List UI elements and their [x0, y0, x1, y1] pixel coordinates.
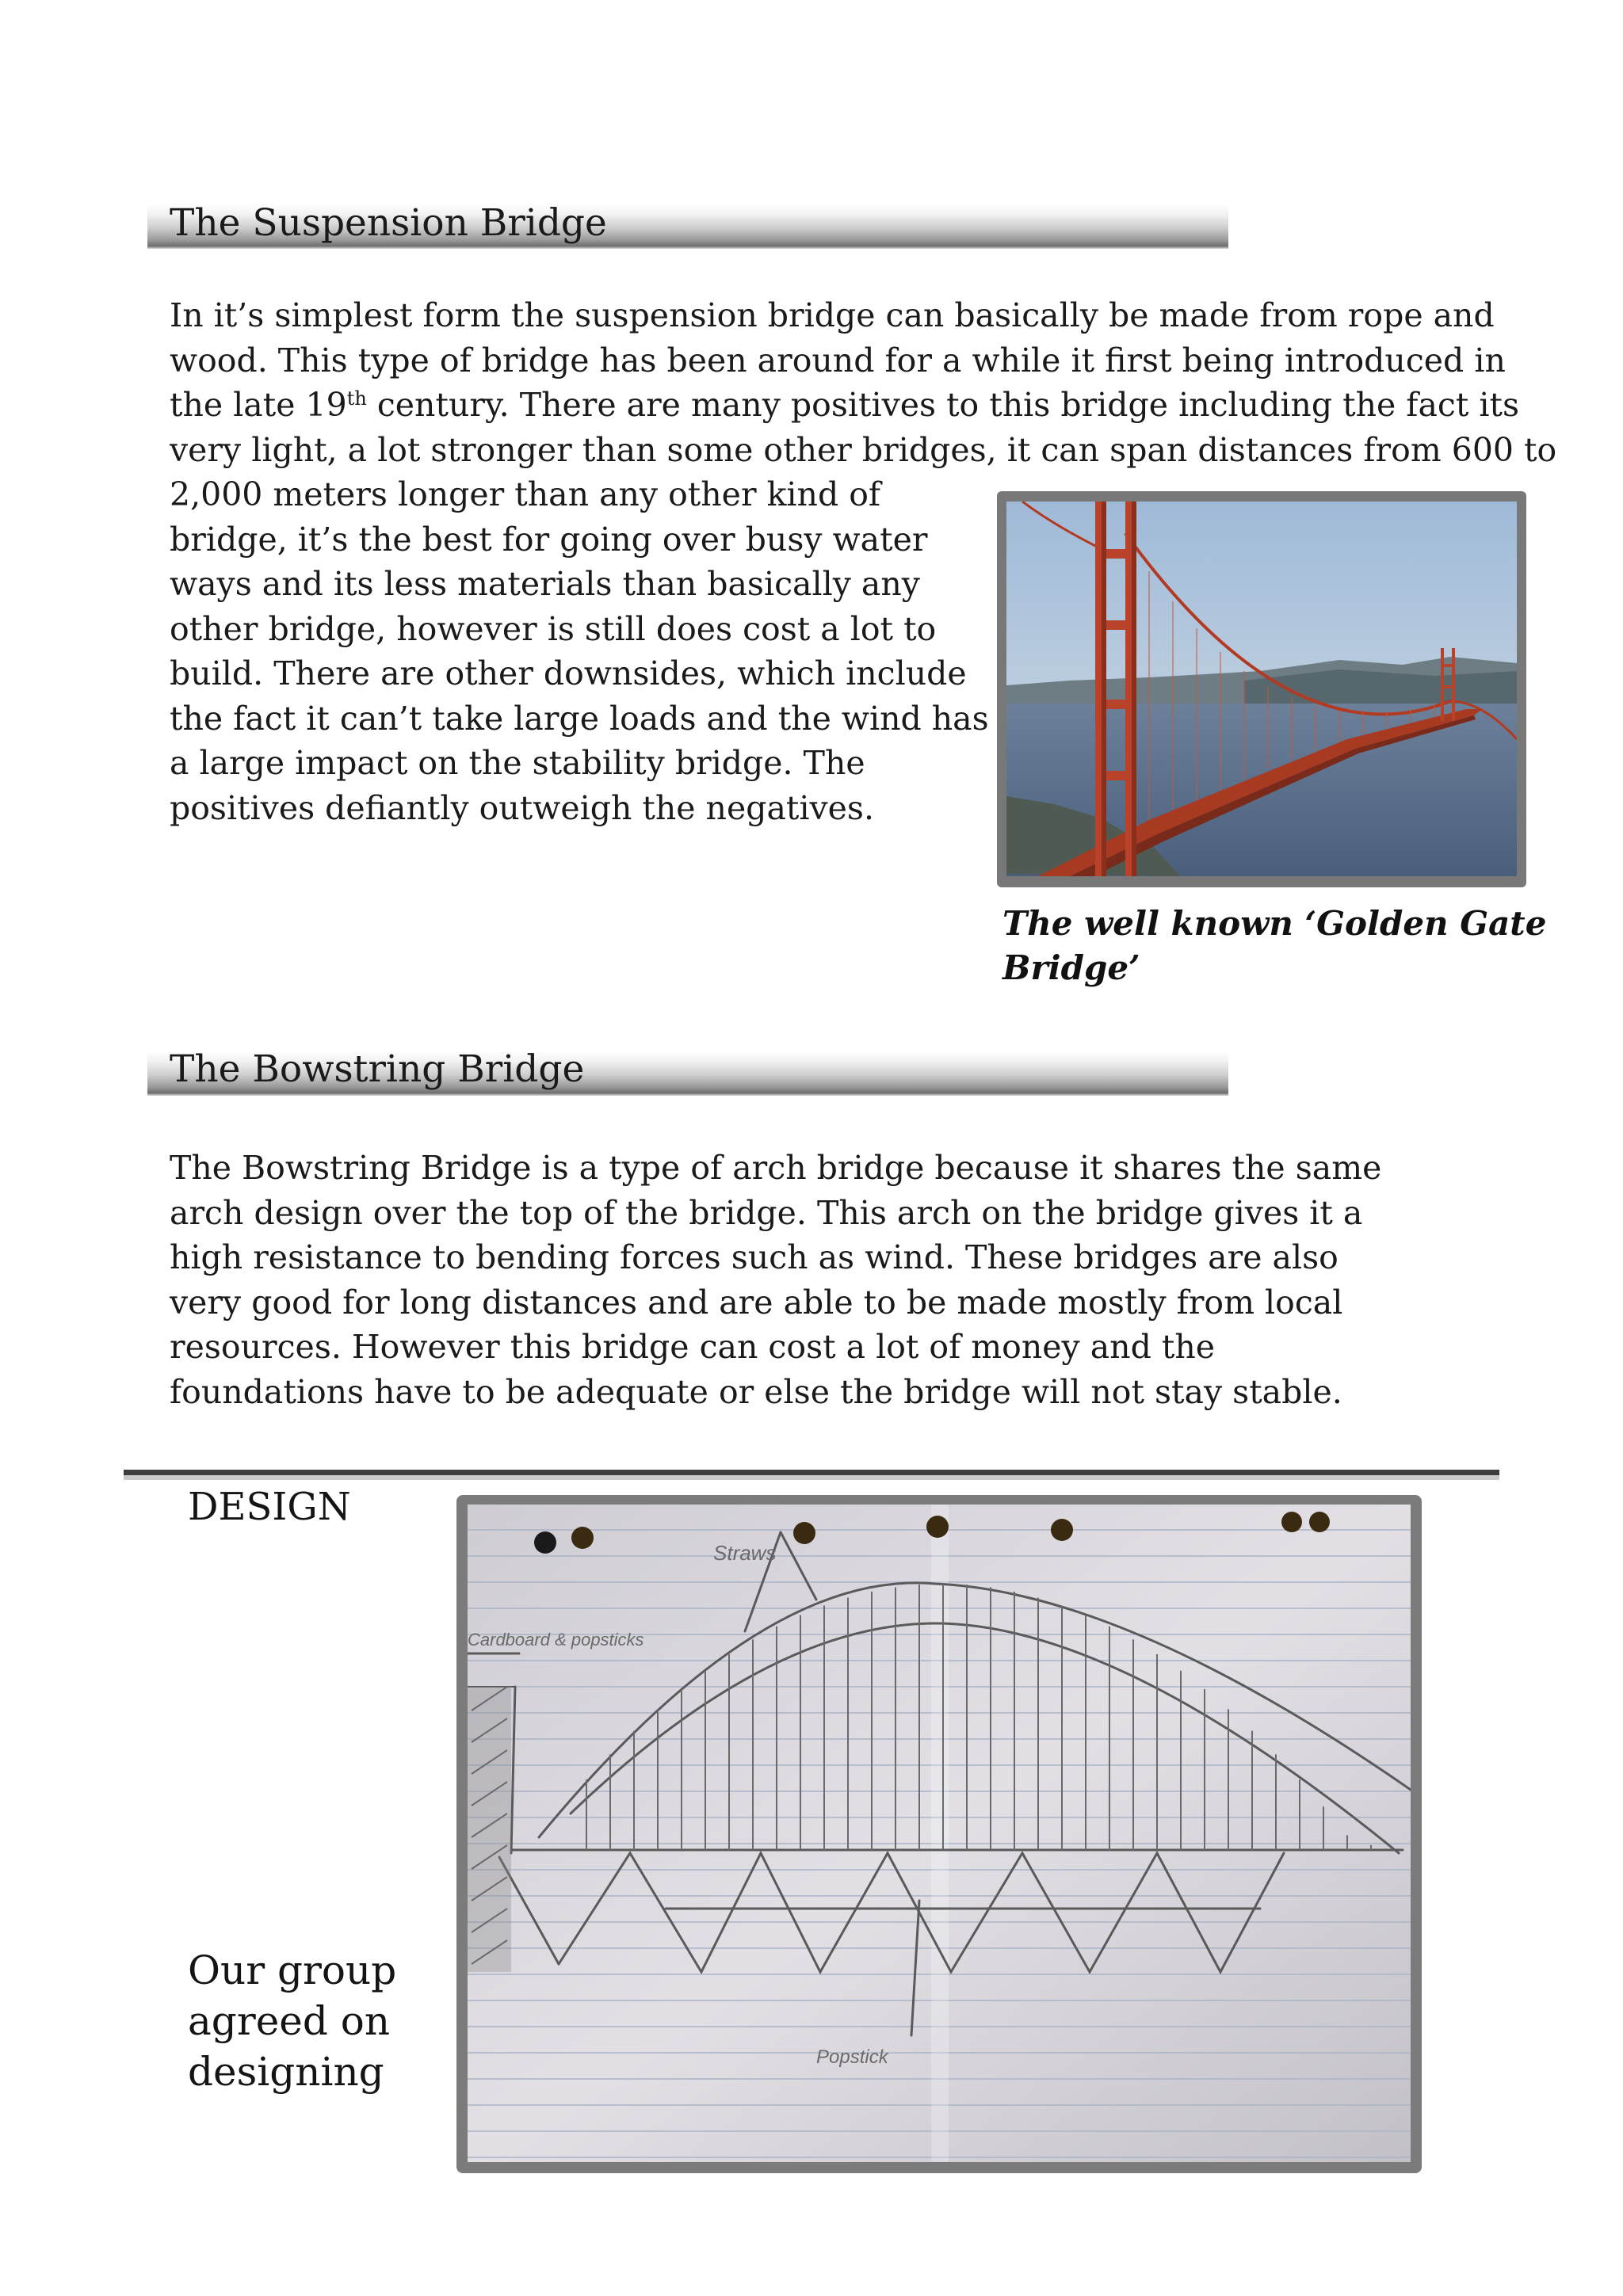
- sketch-label-left: Cardboard & popsticks: [468, 1630, 644, 1650]
- line-text: century. There are many positives to this bridge including the fact its: [366, 386, 1520, 424]
- golden-gate-photo: [997, 491, 1526, 887]
- paragraph-line: very light, a lot stronger than some other bridges, it can span distances from 600 to: [170, 430, 1557, 469]
- paragraph-line: high resistance to bending forces such as wind. These bridges are also: [170, 1238, 1338, 1276]
- paragraph-line: build. There are other downsides, which include: [170, 654, 967, 692]
- section-divider: [124, 1470, 1499, 1475]
- line-text: the late 19: [170, 386, 347, 424]
- note-line: Our group: [188, 1947, 397, 1993]
- section-divider-shadow: [124, 1475, 1499, 1480]
- bowstring-heading: The Bowstring Bridge: [170, 1047, 585, 1091]
- design-note: [188, 1945, 396, 2097]
- note-line: designing: [188, 2049, 384, 2095]
- bridge-sketch: [468, 1505, 1411, 2162]
- suspension-heading: The Suspension Bridge: [170, 201, 607, 245]
- paragraph-line: foundations have to be adequate or else the bridge will not stay stable.: [170, 1372, 1342, 1411]
- paragraph-line: bridge, it’s the best for going over busy water: [170, 520, 928, 559]
- sketch-label-bottom: Popstick: [816, 2046, 888, 2068]
- paragraph-line: very good for long distances and are able to be made mostly from local: [170, 1283, 1343, 1322]
- paragraph-line: other bridge, however is still does cost a lot to: [170, 609, 937, 648]
- paragraph-line: [170, 383, 1556, 428]
- paragraph-line: arch design over the top of the bridge. This arch on the bridge gives it a: [170, 1193, 1363, 1232]
- paragraph-line: resources. However this bridge can cost a lot of money and the: [170, 1328, 1216, 1366]
- bowstring-paragraph: [170, 1146, 1381, 1414]
- paragraph-line: wood. This type of bridge has been around for a while it first being introduced in: [170, 341, 1506, 379]
- design-label: DESIGN: [188, 1485, 351, 1529]
- paragraph-line: The Bowstring Bridge is a type of arch bridge because it shares the same: [170, 1149, 1382, 1187]
- paragraph-line: positives defiantly outweigh the negatives.: [170, 788, 875, 827]
- paragraph-line: the fact it can’t take large loads and the wind has: [170, 699, 989, 738]
- golden-gate-illustration: [1006, 502, 1517, 876]
- photo-caption: The well known ‘Golden Gate Bridge’: [1002, 904, 1547, 987]
- paragraph-line: ways and its less materials than basically any: [170, 565, 920, 603]
- bridge-sketch-photo: [456, 1495, 1422, 2173]
- note-line: agreed on: [188, 1998, 391, 2044]
- paragraph-line: In it’s simplest form the suspension bridge can basically be made from rope and: [170, 296, 1495, 334]
- sketch-label-top: Straws: [713, 1541, 777, 1565]
- superscript: th: [346, 387, 367, 410]
- paragraph-line: a large impact on the stability bridge. The: [170, 744, 865, 782]
- paragraph-line: 2,000 meters longer than any other kind of: [170, 475, 881, 513]
